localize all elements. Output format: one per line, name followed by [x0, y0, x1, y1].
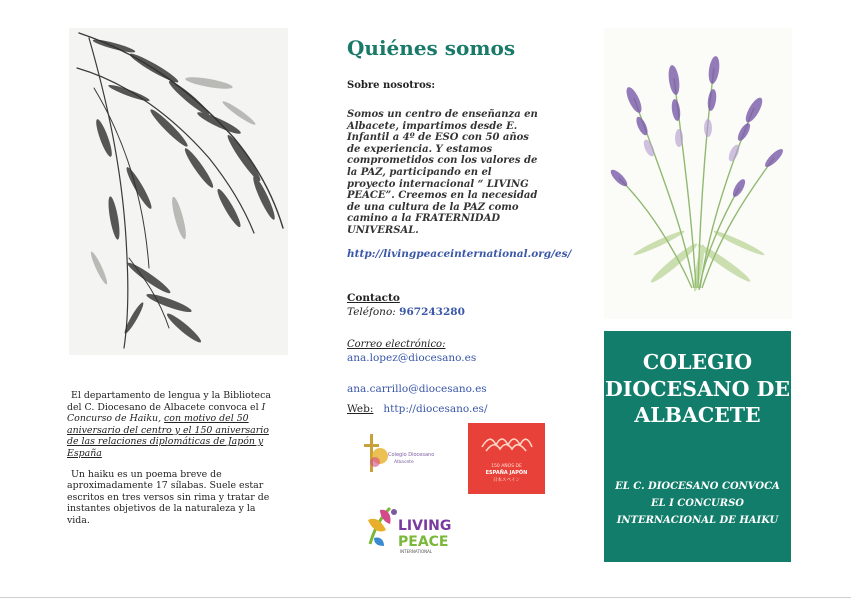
svg-text:Albacete: Albacete	[394, 460, 414, 465]
svg-text:ESPAÑA JAPÓN: ESPAÑA JAPÓN	[485, 470, 528, 476]
left-description	[67, 390, 272, 536]
haiku-definition-paragraph: Un haiku es un poema breve de aproximadamente 17 sílabas. Suele estar escritos en tres versos sin rima y tratar de instantes objetivos de la naturaleza y la vida.	[67, 468, 270, 526]
school-title-panel	[604, 331, 791, 562]
intro-text: El departamento de lengua y la Biblioteca del C. Diocesano de Albacete convoca el	[67, 390, 271, 413]
phone-label: Teléfono:	[347, 306, 396, 318]
web-line	[347, 403, 487, 415]
contest-intro-paragraph	[67, 390, 272, 460]
contest-announcement: EL C. DIOCESANO CONVOCA EL I CONCURSO INTERNACIONAL DE HAIKU	[615, 481, 780, 526]
phone-number[interactable]: 967243280	[399, 306, 465, 318]
spain-japan-150-logo	[468, 423, 545, 494]
diocesano-logo-graphic	[362, 428, 444, 478]
living-peace-logo-graphic	[360, 500, 460, 558]
page-divider	[0, 597, 851, 598]
bamboo-painting	[69, 28, 288, 355]
about-paragraph: Somos un centro de enseñanza en Albacete, impartimos desde E. Infantil a 4º de ESO con 50 años de experiencia. Y estamos comprometidos con los valores de la PAZ, participando en el proyecto internacional “ LIVING PEACE”. Creemos en la necesidad de una cultura de la PAZ como camino a la FRATERNIDAD UNIVERSAL.	[347, 109, 538, 236]
svg-text:LIVING: LIVING	[398, 518, 452, 534]
lavender-illustration	[604, 28, 792, 319]
svg-text:150 AÑOS DE: 150 AÑOS DE	[491, 464, 522, 469]
school-name: COLEGIO DIOCESANO DE ALBACETE	[604, 350, 790, 427]
phone-line	[347, 306, 465, 318]
svg-text:PEACE: PEACE	[398, 534, 449, 550]
web-label: Web:	[347, 403, 374, 415]
lavender-painting	[604, 28, 792, 319]
svg-text:Colegio Diocesano: Colegio Diocesano	[388, 452, 435, 458]
living-peace-logo	[360, 500, 460, 558]
contest-name: I Concurso de Haiku,	[67, 401, 266, 425]
section-title: Quiénes somos	[347, 36, 516, 60]
svg-text:日本スペイン: 日本スペイン	[493, 478, 520, 483]
email-link-2[interactable]: ana.carrillo@diocesano.es	[347, 383, 487, 395]
living-peace-link[interactable]: http://livingpeaceinternational.org/es/	[347, 248, 572, 260]
email-label: Correo electrónico:	[347, 339, 446, 350]
email-link-1[interactable]: ana.lopez@diocesano.es	[347, 352, 477, 364]
contact-heading: Contacto	[347, 292, 400, 304]
diocesano-logo	[362, 428, 444, 478]
section-subtitle: Sobre nosotros:	[347, 80, 436, 91]
spain-japan-logo-graphic	[468, 423, 545, 494]
anniversary-text: con motivo del 50 aniversario del centro y el 150 aniversario de las relaciones diplomáticas de Japón y España	[67, 413, 269, 459]
web-link[interactable]: http://diocesano.es/	[383, 403, 488, 415]
bamboo-illustration	[69, 28, 288, 355]
svg-text:INTERNATIONAL: INTERNATIONAL	[400, 549, 433, 554]
